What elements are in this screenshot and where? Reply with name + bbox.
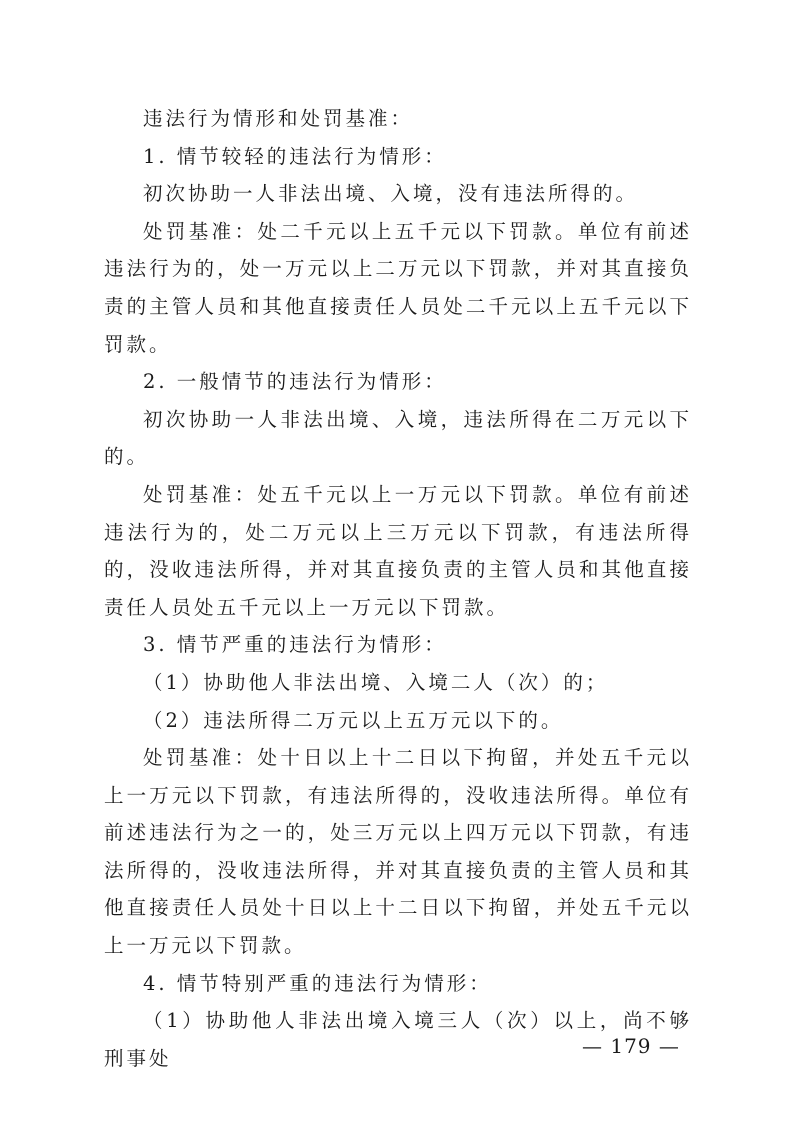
paragraph-item-4-case-1: （1）协助他人非法出境入境三人（次）以上，尚不够刑事处 (104, 1009, 692, 1070)
paragraph-item-3-penalty: 处罚基准：处十日以上十二日以下拘留，并处五千元以上一万元以下罚款，有违法所得的，没收违法所得。单位有前述违法行为之一的，处三万元以上四万元以下罚款，有违法所得的，没收违法所得，并对其直接负责的主管人员和其他直接责任人员处十日以上十二日以下拘留，并处五千元以上一万元以下罚款。 (104, 746, 692, 958)
paragraph-item-2-case: 初次协助一人非法出境、入境，违法所得在二万元以下的。 (104, 407, 692, 469)
paragraph-item-1-penalty: 处罚基准：处二千元以上五千元以下罚款。单位有前述违法行为的，处一万元以上二万元以下罚款，并对其直接负责的主管人员和其他直接责任人员处二千元以上五千元以下罚款。 (104, 219, 692, 356)
paragraph-item-2-penalty: 处罚基准：处五千元以上一万元以下罚款。单位有前述违法行为的，处二万元以上三万元以下罚款，有违法所得的，没收违法所得，并对其直接负责的主管人员和其他直接责任人员处五千元以上一万元以下罚款。 (104, 482, 692, 619)
paragraph-heading: 违法行为情形和处罚基准： (143, 107, 414, 130)
paragraph-item-4-title: 4. 情节特别严重的违法行为情形： (143, 971, 492, 995)
paragraph-item-3-title: 3. 情节严重的违法行为情形： (143, 633, 447, 657)
paragraph-item-2-title: 2. 一般情节的违法行为情形： (143, 370, 447, 394)
paragraph-item-1-case: 初次协助一人非法出境、入境，没有违法所得的。 (143, 182, 639, 206)
body-text (104, 100, 692, 1077)
page-number: — 179 — (582, 1034, 680, 1058)
paragraph-item-3-case-1: （1）协助他人非法出境、入境二人（次）的； (143, 670, 609, 694)
paragraph-item-3-case-2: （2）违法所得二万元以上五万元以下的。 (143, 708, 564, 732)
paragraph-item-1-title: 1. 情节较轻的违法行为情形： (143, 144, 447, 168)
